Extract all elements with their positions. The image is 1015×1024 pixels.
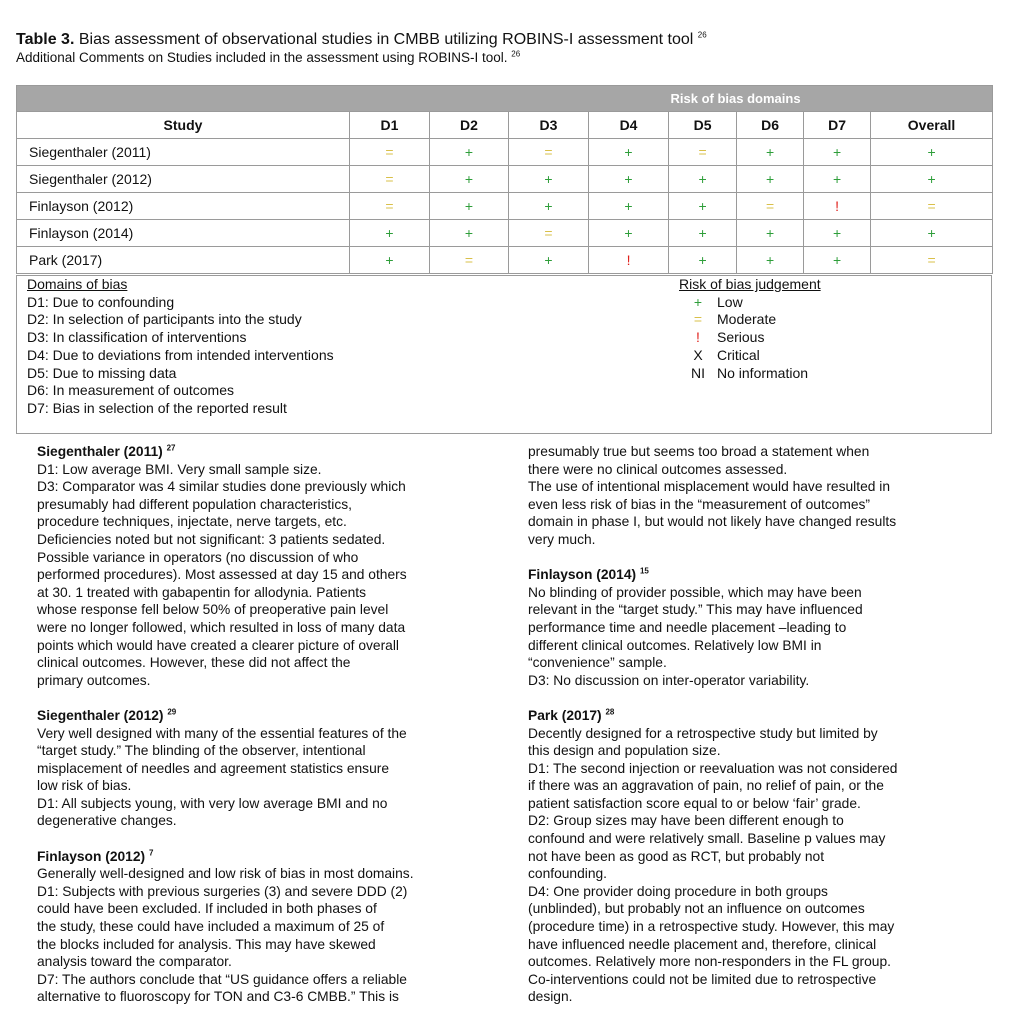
comment-line: Very well designed with many of the essential features of the — [37, 725, 407, 741]
rating-overall: + — [871, 166, 993, 193]
rating-d7: + — [804, 166, 871, 193]
study-name: Finlayson (2012) — [17, 193, 350, 220]
comment-line: D3: Comparator was 4 similar studies done previously which — [37, 479, 406, 495]
domain-header-d6: D6 — [737, 112, 804, 139]
table-row — [17, 166, 993, 193]
rating-d5: + — [669, 247, 737, 274]
subtitle-ref: 26 — [511, 49, 521, 59]
comment-line: this design and population size. — [528, 743, 721, 759]
section-gap — [37, 830, 477, 848]
comments-right-column — [528, 443, 968, 1006]
comment-line: D3: No discussion on inter-operator variability. — [528, 672, 810, 688]
comment-heading — [37, 443, 477, 461]
rating-d4: + — [589, 166, 669, 193]
comment-line: points which would have created a clearer picture of overall — [37, 637, 399, 653]
comment-heading — [528, 566, 968, 584]
judgement-item — [679, 365, 821, 383]
judgement-symbol: ! — [696, 329, 700, 346]
comment-line: alternative to fluoroscopy for TON and C3-6 CMBB.” This is — [37, 989, 399, 1005]
comment-line: misplacement of needles and agreement statistics ensure — [37, 760, 390, 776]
comment-line: performance time and needle placement –leading to — [528, 619, 847, 635]
rating-d6: + — [737, 247, 804, 274]
comment-line: D2: Group sizes may have been different enough to — [528, 813, 844, 829]
table-body — [17, 139, 993, 274]
comment-line: “target study.” The blinding of the observer, intentional — [37, 743, 366, 759]
band-blank-right — [871, 86, 993, 112]
rating-d1: = — [350, 166, 430, 193]
comment-line: No blinding of provider possible, which may have been — [528, 584, 862, 600]
judgement-item — [679, 294, 821, 312]
study-name: Siegenthaler (2011) — [17, 139, 350, 166]
rating-d2: = — [430, 247, 509, 274]
comment-line: whose response fell below 50% of preoperative pain level — [37, 602, 389, 618]
judgement-symbol: + — [693, 293, 703, 310]
comment-line: confound and were relatively small. Baseline p values may — [528, 831, 886, 847]
domain-item: D3: In classification of interventions — [27, 329, 247, 346]
rating-d6: + — [737, 220, 804, 247]
comment-line: performed procedures). Most assessed at day 15 and others — [37, 567, 407, 583]
comment-line: clinical outcomes. However, these did not affect the — [37, 655, 351, 671]
rating-d3: + — [509, 193, 589, 220]
comment-line: design. — [528, 989, 573, 1005]
comment-line: presumably true but seems too broad a statement when — [528, 444, 870, 459]
rating-d7: + — [804, 139, 871, 166]
domains-list — [27, 294, 334, 418]
legend — [16, 275, 992, 434]
rating-d1: + — [350, 247, 430, 274]
rating-overall: = — [871, 193, 993, 220]
comment-line: D1: Low average BMI. Very small sample size. — [37, 461, 322, 477]
comment-line: D1: Subjects with previous surgeries (3) and severe DDD (2) — [37, 883, 408, 899]
comment-line: (unblinded), but probably not an influence on outcomes — [528, 901, 865, 917]
judgement-label: Low — [717, 293, 743, 310]
rating-d2: + — [430, 193, 509, 220]
judgement-item — [679, 311, 821, 329]
judgement-item — [679, 329, 821, 347]
domain-header-d1: D1 — [350, 112, 430, 139]
study-name: Finlayson (2014) — [17, 220, 350, 247]
domain-header-d4: D4 — [589, 112, 669, 139]
subtitle-text: Additional Comments on Studies included in the assessment using ROBINS-I tool. — [16, 50, 512, 65]
comment-line: D1: The second injection or reevaluation was not considered — [528, 760, 898, 776]
judgement-symbol: = — [693, 311, 703, 328]
rating-d6: + — [737, 139, 804, 166]
rating-d7: + — [804, 220, 871, 247]
judgement-item — [679, 347, 821, 365]
comment-heading — [37, 707, 477, 725]
comment-line: procedure techniques, injectate, nerve targets, etc. — [37, 514, 347, 530]
rating-d7: ! — [804, 193, 871, 220]
comment-line: have influenced needle placement and, therefore, clinical — [528, 936, 877, 952]
section-gap — [528, 689, 968, 707]
header-row — [17, 112, 993, 139]
domain-item: D2: In selection of participants into the study — [27, 311, 302, 328]
comments-left-column — [37, 443, 477, 1006]
table-row — [17, 247, 993, 274]
caption — [16, 30, 996, 66]
comment-line: presumably had different population characteristics, — [37, 496, 352, 512]
judgement-heading: Risk of bias judgement — [679, 276, 821, 292]
domains-legend — [27, 276, 334, 418]
rating-d2: + — [430, 139, 509, 166]
domain-item: D5: Due to missing data — [27, 364, 177, 381]
rating-d5: + — [669, 220, 737, 247]
comment-line: (procedure time) in a retrospective study. However, this may — [528, 919, 895, 935]
comment-ref: 27 — [166, 443, 176, 453]
band-blank — [17, 86, 669, 112]
comment-heading — [528, 707, 968, 725]
domain-item: D7: Bias in selection of the reported result — [27, 399, 287, 416]
study-name: Siegenthaler (2012) — [17, 166, 350, 193]
judgement-label: Serious — [717, 329, 765, 346]
domain-header-d7: D7 — [804, 112, 871, 139]
rating-overall: = — [871, 247, 993, 274]
rating-d6: + — [737, 166, 804, 193]
comment-line: domain in phase I, but would not likely have changed results — [528, 514, 897, 530]
rating-d5: + — [669, 166, 737, 193]
domain-header-d3: D3 — [509, 112, 589, 139]
comment-line: there were no clinical outcomes assessed. — [528, 461, 788, 477]
comment-heading — [37, 848, 477, 866]
table-row — [17, 220, 993, 247]
judgement-list — [679, 294, 821, 383]
domain-item: D1: Due to confounding — [27, 293, 175, 310]
table-title — [16, 30, 996, 50]
comment-line: D1: All subjects young, with very low average BMI and no — [37, 795, 388, 811]
comment-line: the blocks included for analysis. This may have skewed — [37, 936, 376, 952]
comment-line: D7: The authors conclude that “US guidance offers a reliable — [37, 971, 407, 987]
rating-d4: ! — [589, 247, 669, 274]
domain-item: D6: In measurement of outcomes — [27, 382, 234, 399]
rating-overall: + — [871, 220, 993, 247]
comment-line: if there was an aggravation of pain, no relief of pain, or the — [528, 778, 884, 794]
comment-line: D4: One provider doing procedure in both groups — [528, 883, 828, 899]
judgement-legend — [679, 276, 821, 382]
comment-line: Decently designed for a retrospective study but limited by — [528, 725, 878, 741]
rating-d1: = — [350, 193, 430, 220]
domains-heading: Domains of bias — [27, 276, 128, 292]
title-ref: 26 — [697, 30, 707, 40]
rating-overall: + — [871, 139, 993, 166]
table-title-text: Bias assessment of observational studies in CMBB utilizing ROBINS-I assessment tool — [74, 31, 698, 48]
judgement-label: Critical — [717, 346, 760, 363]
study-column-header: Study — [17, 112, 350, 139]
comment-line: Deficiencies noted but not significant: 3 patients sedated. — [37, 531, 386, 547]
rating-d3: = — [509, 139, 589, 166]
comment-line: not have been as good as RCT, but probably not — [528, 848, 825, 864]
comment-heading-text: Park (2017) — [528, 707, 606, 723]
comment-heading-text: Finlayson (2014) — [528, 567, 640, 583]
comment-ref: 7 — [148, 848, 154, 858]
comment-line: outcomes. Relatively more non-responders in the FL group. — [528, 954, 891, 970]
rating-d4: + — [589, 193, 669, 220]
comment-ref: 15 — [639, 566, 649, 576]
band-label: Risk of bias domains — [669, 86, 871, 112]
comment-line: relevant in the “target study.” This may have influenced — [528, 602, 863, 618]
comment-line: Generally well-designed and low risk of bias in most domains. — [37, 866, 414, 882]
comment-line: degenerative changes. — [37, 813, 177, 829]
rating-d3: + — [509, 247, 589, 274]
rating-d7: + — [804, 247, 871, 274]
rating-d5: = — [669, 139, 737, 166]
rating-d1: = — [350, 139, 430, 166]
comment-ref: 29 — [167, 707, 177, 717]
section-gap — [528, 549, 968, 567]
comment-heading-text: Siegenthaler (2012) — [37, 707, 168, 723]
table-row — [17, 139, 993, 166]
comment-line: the study, these could have included a maximum of 25 of — [37, 919, 385, 935]
rating-d4: + — [589, 139, 669, 166]
rating-d6: = — [737, 193, 804, 220]
study-name: Park (2017) — [17, 247, 350, 274]
comment-line: Co-interventions could not be limited due to retrospective — [528, 971, 877, 987]
rating-d3: + — [509, 166, 589, 193]
comment-line: different clinical outcomes. Relatively low BMI in — [528, 637, 822, 653]
rating-d3: = — [509, 220, 589, 247]
judgement-label: No information — [717, 364, 809, 381]
rating-d1: + — [350, 220, 430, 247]
table-row — [17, 193, 993, 220]
comment-line: patient satisfaction score equal to or below ‘fair’ grade. — [528, 795, 861, 811]
table-number: Table 3. — [16, 31, 75, 48]
comment-line: could have been excluded. If included in both phases of — [37, 901, 377, 917]
domain-item: D4: Due to deviations from intended interventions — [27, 346, 334, 363]
comment-line: Possible variance in operators (no discussion of who — [37, 549, 359, 565]
domain-header-d2: D2 — [430, 112, 509, 139]
domain-band-row — [17, 86, 993, 112]
comment-line: were no longer followed, which resulted in loss of many data — [37, 619, 406, 635]
table-subtitle — [16, 50, 996, 66]
section-gap — [37, 689, 477, 707]
comment-ref: 28 — [605, 707, 615, 717]
judgement-symbol: X — [693, 346, 703, 363]
rating-d2: + — [430, 220, 509, 247]
comment-line: The use of intentional misplacement would have resulted in — [528, 479, 890, 495]
domain-header-d5: D5 — [669, 112, 737, 139]
comment-line: primary outcomes. — [37, 672, 151, 688]
comment-line: very much. — [528, 531, 596, 547]
rating-d4: + — [589, 220, 669, 247]
comment-line: confounding. — [528, 866, 608, 882]
risk-of-bias-table — [16, 85, 993, 274]
comment-line: low risk of bias. — [37, 778, 132, 794]
comment-heading-text: Siegenthaler (2011) — [37, 444, 167, 459]
comment-line: even less risk of bias in the “measurement of outcomes” — [528, 496, 871, 512]
judgement-symbol: NI — [691, 364, 705, 381]
rating-d2: + — [430, 166, 509, 193]
comment-line: at 30. 1 treated with gabapentin for allodynia. Patients — [37, 584, 367, 600]
comment-line: analysis toward the comparator. — [37, 954, 232, 970]
rating-d5: + — [669, 193, 737, 220]
comment-heading-text: Finlayson (2012) — [37, 848, 149, 864]
comment-line: “convenience” sample. — [528, 655, 667, 671]
domain-header-overall: Overall — [871, 112, 993, 139]
judgement-label: Moderate — [717, 311, 777, 328]
